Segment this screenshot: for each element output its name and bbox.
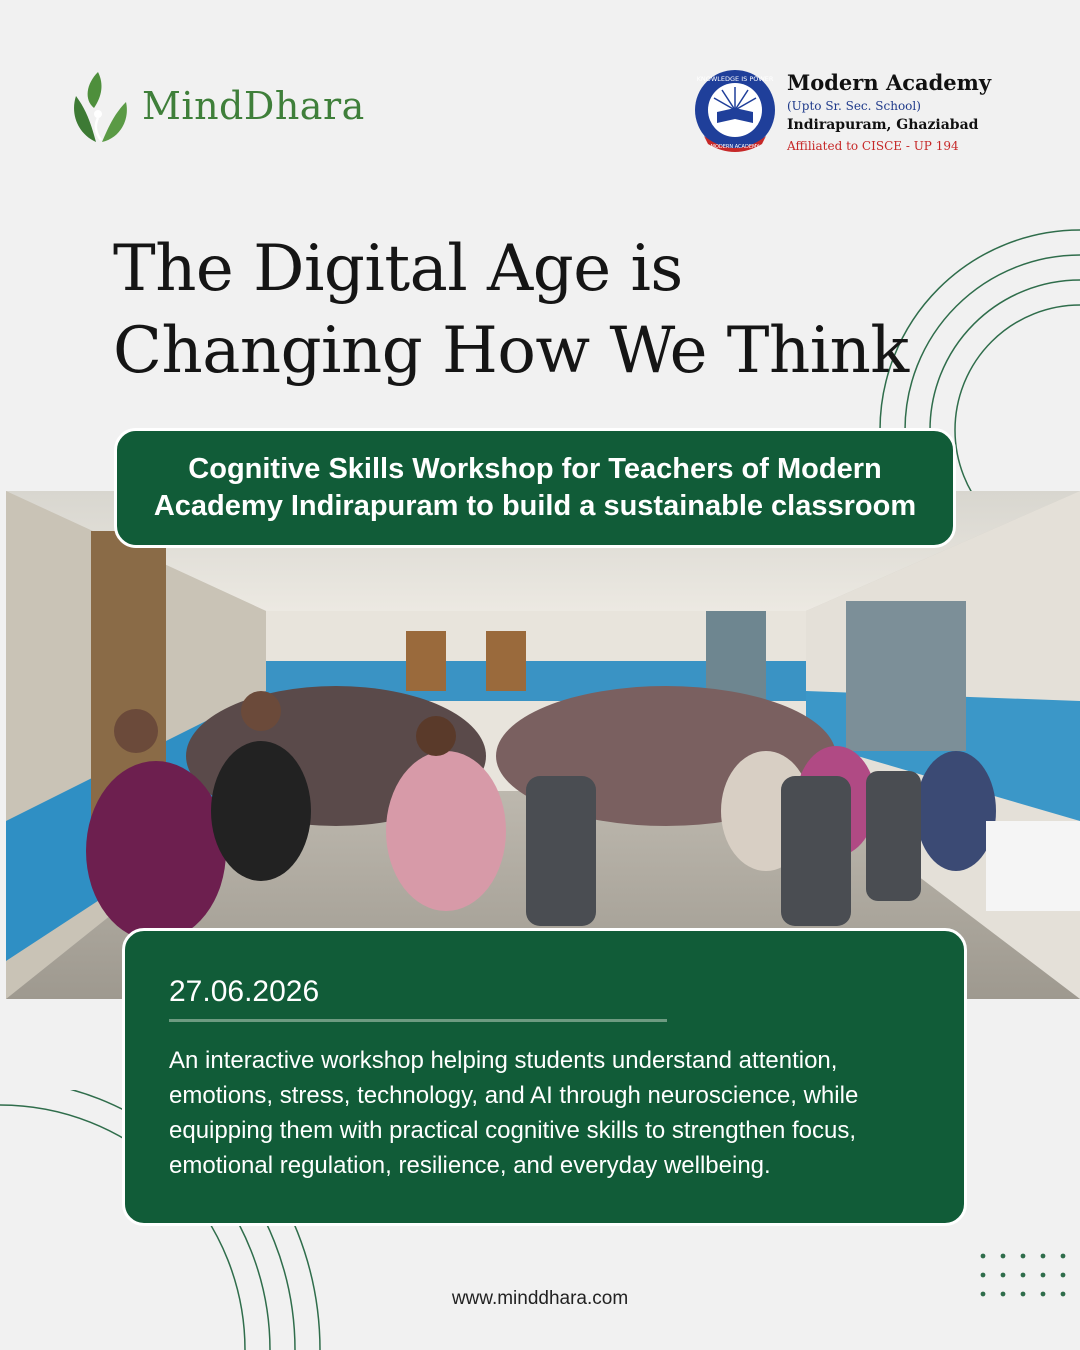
event-date: 27.06.2026 (169, 975, 320, 1008)
workshop-info-box (122, 928, 967, 1226)
date-divider (169, 1019, 667, 1022)
school-affiliation: Affiliated to CISCE - UP 194 (787, 139, 959, 153)
school-name: Modern Academy (787, 70, 992, 95)
page-title (113, 228, 993, 392)
seal-bottom-text: MODERN ACADEMY (710, 144, 760, 150)
seal-top-text: KNOWLEDGE IS POWER (696, 75, 774, 83)
workshop-photo (6, 491, 1080, 999)
subtitle-line-2: Academy Indirapuram to build a sustainable classroom (153, 490, 917, 522)
school-subtitle: (Upto Sr. Sec. School) (787, 99, 921, 113)
title-line-2: Changing How We Think (113, 314, 909, 388)
workshop-subtitle-box (114, 428, 956, 548)
website-link[interactable]: www.minddhara.com (451, 1288, 629, 1309)
school-seal-icon (692, 68, 778, 156)
title-line-1: The Digital Age is (113, 232, 683, 306)
subtitle-line-1: Cognitive Skills Workshop for Teachers of Modern (188, 453, 882, 485)
school-header (692, 66, 1072, 162)
brand-name: MindDhara (142, 84, 365, 128)
leaf-person-icon (68, 66, 132, 146)
event-description: An interactive workshop helping students understand attention, emotions, stress, technology, and AI through neuroscience, while equipping them with practical cognitive skills to strengthen focus, emotional regulation, resilience, and everyday wellbeing. (169, 1047, 859, 1179)
school-location: Indirapuram, Ghaziabad (787, 117, 979, 133)
minddhara-logo (68, 66, 368, 146)
